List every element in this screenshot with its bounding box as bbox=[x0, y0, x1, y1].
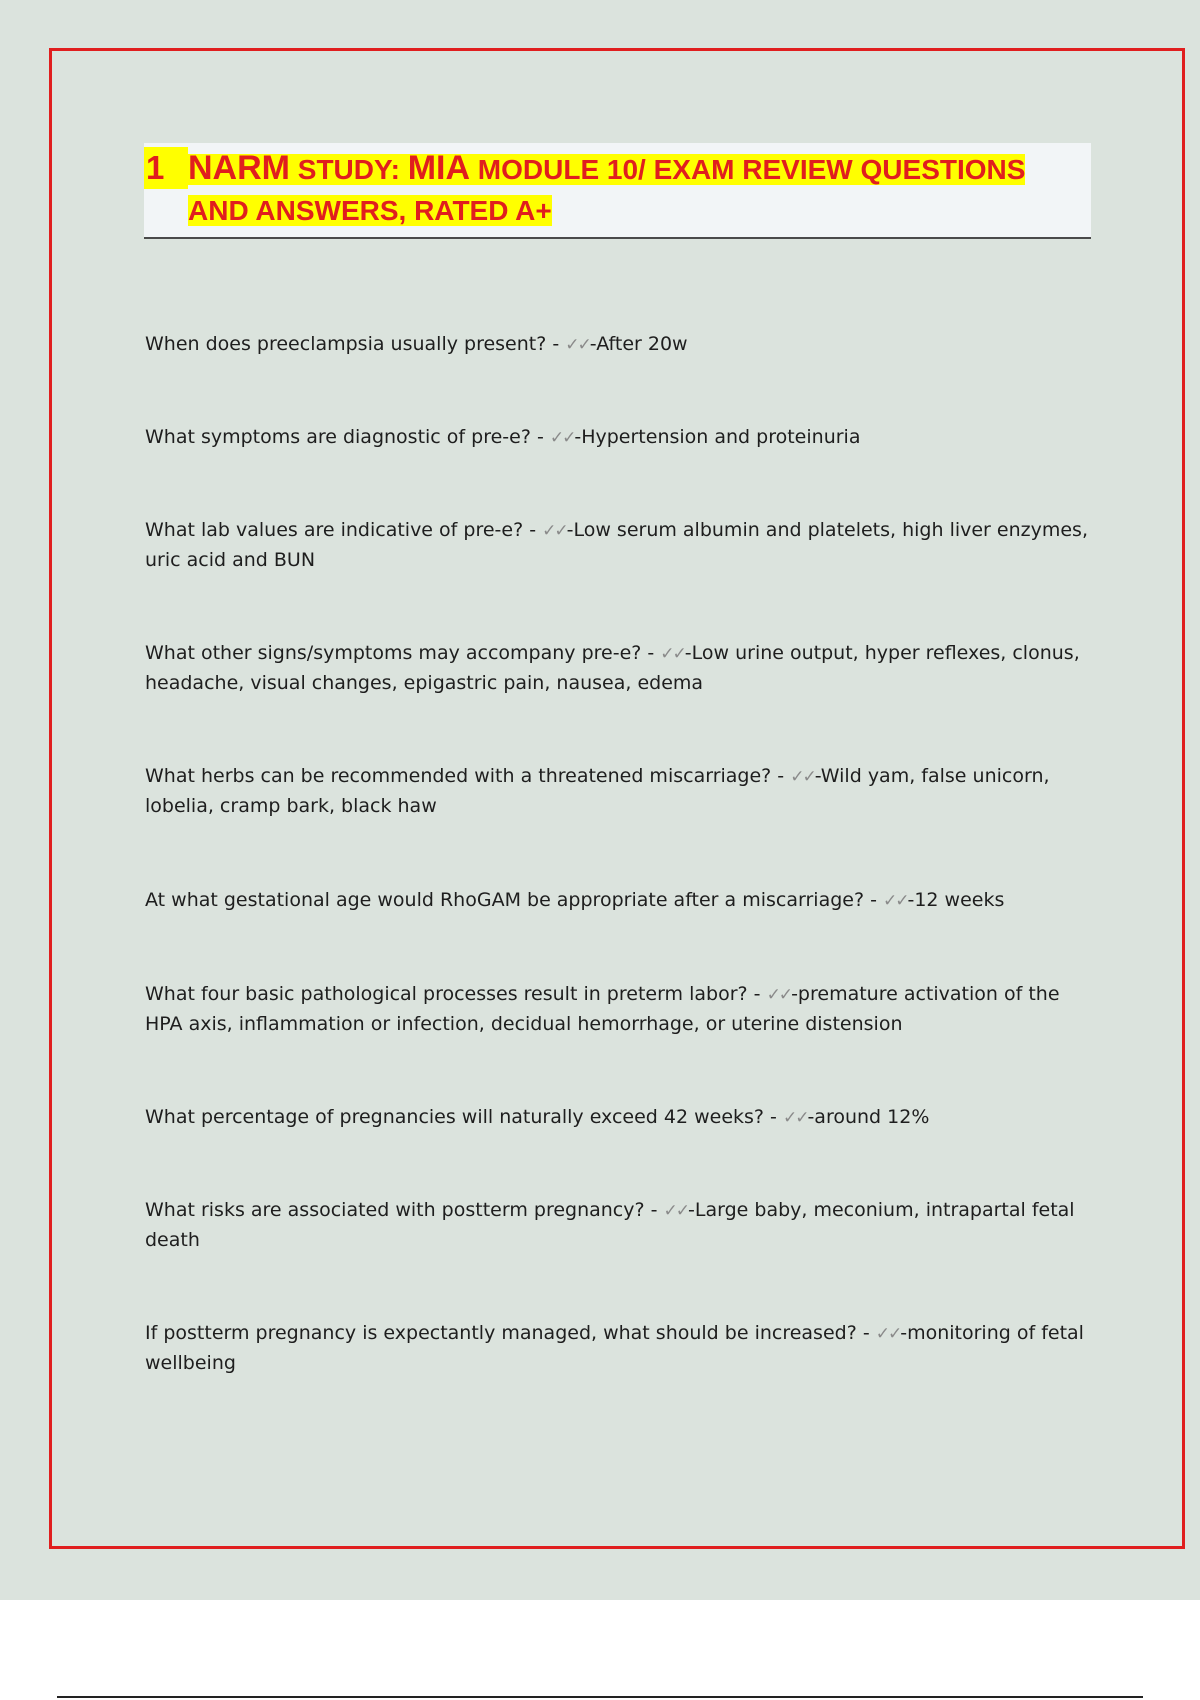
double-check-icon: ✓✓ bbox=[565, 335, 590, 355]
question-text: What risks are associated with postterm pregnancy? bbox=[145, 1199, 645, 1221]
separator: - bbox=[764, 1106, 783, 1128]
qa-item bbox=[145, 886, 1090, 916]
separator: - bbox=[530, 426, 550, 448]
answer-text: -Low urine output, hyper reflexes, clonus, headache, visual changes, epigastric pain, nausea, edema bbox=[145, 642, 1080, 694]
double-check-icon: ✓✓ bbox=[663, 1201, 689, 1221]
title-line-2: AND ANSWERS, RATED A+ bbox=[188, 195, 552, 226]
separator: - bbox=[523, 519, 543, 541]
question-text: What other signs/symptoms may accompany pre-e? bbox=[145, 642, 642, 664]
question-text: What four basic pathological processes result in preterm labor? bbox=[145, 983, 748, 1005]
double-check-icon: ✓✓ bbox=[882, 891, 908, 911]
answer-text: -Low serum albumin and platelets, high liver enzymes, uric acid and BUN bbox=[145, 519, 1088, 571]
title-line-1 bbox=[188, 147, 1025, 191]
qa-item bbox=[145, 1103, 1090, 1133]
qa-item bbox=[145, 330, 1090, 360]
separator: - bbox=[644, 1199, 664, 1221]
answer-text: -After 20w bbox=[589, 333, 688, 355]
double-check-icon: ✓✓ bbox=[790, 767, 815, 787]
title-part: STUDY: bbox=[289, 154, 408, 185]
question-text: What herbs can be recommended with a threatened miscarriage? bbox=[145, 765, 772, 787]
qa-item bbox=[145, 762, 1090, 821]
answer-text: -monitoring of fetal wellbeing bbox=[145, 1322, 1084, 1374]
double-check-icon: ✓✓ bbox=[542, 521, 567, 541]
title-part: NARM bbox=[188, 149, 290, 187]
separator: - bbox=[747, 983, 767, 1005]
answer-text: -Hypertension and proteinuria bbox=[574, 426, 861, 448]
title-part: MIA bbox=[407, 149, 471, 187]
separator: - bbox=[546, 333, 566, 355]
separator: - bbox=[771, 765, 791, 787]
qa-item bbox=[145, 516, 1090, 575]
question-text: When does preeclampsia usually present? bbox=[145, 333, 547, 355]
qa-item bbox=[145, 1196, 1090, 1255]
answer-text: -Large baby, meconium, intrapartal fetal death bbox=[145, 1199, 1075, 1251]
separator: - bbox=[864, 889, 883, 911]
question-text: What lab values are indicative of pre-e? bbox=[145, 519, 524, 541]
answer-text: -around 12% bbox=[807, 1106, 930, 1128]
qa-item bbox=[145, 980, 1090, 1039]
separator: - bbox=[856, 1322, 876, 1344]
double-check-icon: ✓✓ bbox=[782, 1108, 808, 1128]
double-check-icon: ✓✓ bbox=[549, 428, 575, 448]
qa-item bbox=[145, 423, 1090, 453]
double-check-icon: ✓✓ bbox=[766, 985, 792, 1005]
question-text: What symptoms are diagnostic of pre-e? bbox=[145, 426, 531, 448]
question-text: If postterm pregnancy is expectantly managed, what should be increased? bbox=[145, 1322, 857, 1344]
qa-item bbox=[145, 1319, 1090, 1378]
answer-text: -premature activation of the HPA axis, inflammation or infection, decidual hemorrhage, or uterine distension bbox=[145, 983, 1060, 1035]
title-part: MODULE 10/ EXAM REVIEW QUESTIONS bbox=[470, 154, 1026, 185]
answer-text: -Wild yam, false unicorn, lobelia, cramp bark, black haw bbox=[145, 765, 1050, 817]
footer-divider bbox=[57, 1696, 1143, 1698]
document-title bbox=[144, 143, 1091, 239]
qa-item bbox=[145, 639, 1090, 698]
question-text: What percentage of pregnancies will naturally exceed 42 weeks? bbox=[145, 1106, 765, 1128]
title-number: 1 bbox=[144, 147, 188, 189]
question-text: At what gestational age would RhoGAM be appropriate after a miscarriage? bbox=[145, 889, 865, 911]
separator: - bbox=[641, 642, 661, 664]
double-check-icon: ✓✓ bbox=[875, 1324, 901, 1344]
answer-text: -12 weeks bbox=[907, 889, 1005, 911]
double-check-icon: ✓✓ bbox=[660, 644, 685, 664]
